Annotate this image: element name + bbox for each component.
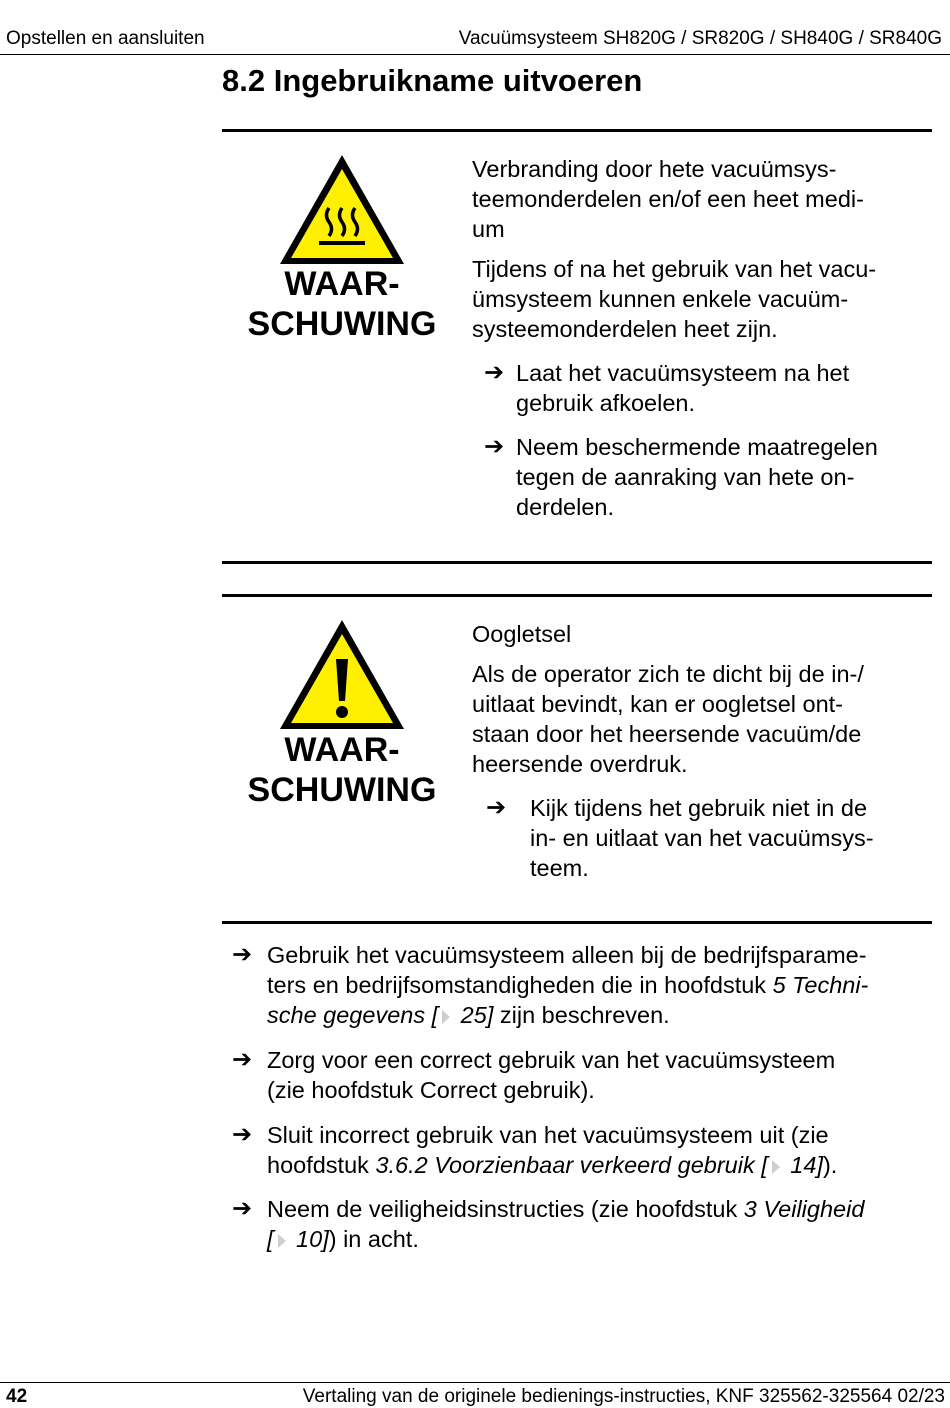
step-3-line [267,1150,937,1180]
page-pointer-icon [772,1160,780,1174]
step-4-text: Neem de veiligheidsinstructies (zie hoofdstuk [267,1196,744,1222]
step-1-line: Gebruik het vacuümsysteem alleen bij de bedrijfsparame- [267,942,867,968]
step-4-text: ) in acht. [328,1226,419,1252]
page-pointer-icon [442,1010,450,1024]
warning2-heading: Oogletsel [472,621,572,647]
warning1-body-line: systeemonderdelen heet zijn. [472,316,778,342]
warning2-signal-line2: SCHUWING [247,771,437,809]
chapter-reference-link[interactable]: [ [267,1226,274,1252]
warning1-action2 [516,432,878,522]
warning1-action1-line: gebruik afkoelen. [516,390,695,416]
warning2-action [530,793,874,883]
header-product: Vacuümsysteem SH820G / SR820G / SH840G / SR840G [458,28,942,49]
page-reference-link[interactable]: 10] [289,1226,329,1252]
arrow-icon: ➔ [484,433,505,460]
chapter-reference-link[interactable]: 3.6.2 Voorzienbaar verkeerd gebruik [ [375,1152,768,1178]
step-4 [267,1194,937,1254]
arrow-icon: ➔ [232,1121,253,1148]
warning2-body-line: Als de operator zich te dicht bij de in-/ [472,661,864,687]
warning2-action-line: in- en uitlaat van het vacuümsys- [530,825,874,851]
warning1-action2-line: tegen de aanraking van hete on- [516,464,855,490]
warning1-bottom-rule [222,561,932,564]
warning1-action1 [516,358,849,418]
step-3-text: hoofdstuk [267,1152,376,1178]
warning1-action1-line: Laat het vacuümsysteem na het [516,360,850,386]
warning1-heading-line: um [472,216,505,242]
page-pointer-icon [278,1234,286,1248]
warning2-top-rule [222,594,932,597]
arrow-icon: ➔ [232,1046,253,1073]
general-warning-icon [277,617,407,733]
page-title: 8.2 Ingebruikname uitvoeren [222,63,643,98]
step-1-text: ters en bedrijfsomstandigheden die in hoofdstuk [267,972,773,998]
step-3 [267,1120,937,1180]
warning2-body-line: uitlaat bevindt, kan er oogletsel ont- [472,691,844,717]
chapter-reference-link[interactable]: 3 Veiligheid [743,1196,865,1222]
footer-text: Vertaling van de originele bedienings-instructies, KNF 325562-325564 02/23 [302,1386,945,1407]
step-3-text: ). [822,1152,838,1178]
warning2-body [472,659,864,779]
warning1-body-line: ümsysteem kunnen enkele vacuüm- [472,286,849,312]
warning2-bottom-rule [222,921,932,924]
warning1-top-rule [222,129,932,132]
page-reference-link[interactable]: 14] [783,1152,823,1178]
step-2-line: Zorg voor een correct gebruik van het vacuümsysteem [267,1047,836,1073]
page-number: 42 [6,1386,28,1407]
warning1-action2-line: Neem beschermende maatregelen [516,434,878,460]
page-reference-link[interactable]: 25] [454,1002,494,1028]
arrow-icon: ➔ [232,1195,253,1222]
step-1-text: zijn beschreven. [493,1002,670,1028]
step-1-line [267,970,937,1000]
warning2-action-line: teem. [530,855,589,881]
warning1-signal-line1: WAAR- [284,265,400,303]
header-divider [0,54,950,55]
chapter-reference-link[interactable]: 5 Techni- [772,972,869,998]
step-1 [267,940,937,1030]
header-section: Opstellen en aansluiten [6,28,205,49]
chapter-reference-link[interactable]: sche gegevens [ [267,1002,439,1028]
warning1-signal-word [227,264,457,344]
warning2-action-line: Kijk tijdens het gebruik niet in de [530,795,868,821]
warning2-body-line: staan door het heersende vacuüm/de [472,721,862,747]
warning1-action2-line: derdelen. [516,494,614,520]
step-2-line: (zie hoofdstuk Correct gebruik). [267,1077,595,1103]
footer-divider [0,1382,950,1383]
arrow-icon: ➔ [232,941,253,968]
warning2-signal-word [227,730,457,810]
warning1-heading-line: teemonderdelen en/of een heet medi- [472,186,864,212]
warning1-body [472,254,876,344]
step-1-line [267,1000,937,1030]
warning1-body-line: Tijdens of na het gebruik van het vacu- [472,256,877,282]
hot-surface-warning-icon [277,152,407,268]
step-2 [267,1045,937,1105]
arrow-icon: ➔ [484,359,505,386]
step-3-line: Sluit incorrect gebruik van het vacuümsysteem uit (zie [267,1122,829,1148]
warning1-signal-line2: SCHUWING [247,305,437,343]
step-4-line [267,1224,937,1254]
warning2-body-line: heersende overdruk. [472,751,688,777]
warning1-heading [472,154,864,244]
arrow-icon: ➔ [486,794,507,821]
warning2-signal-line1: WAAR- [284,731,400,769]
step-4-line [267,1194,937,1224]
warning1-heading-line: Verbranding door hete vacuümsys- [472,156,837,182]
